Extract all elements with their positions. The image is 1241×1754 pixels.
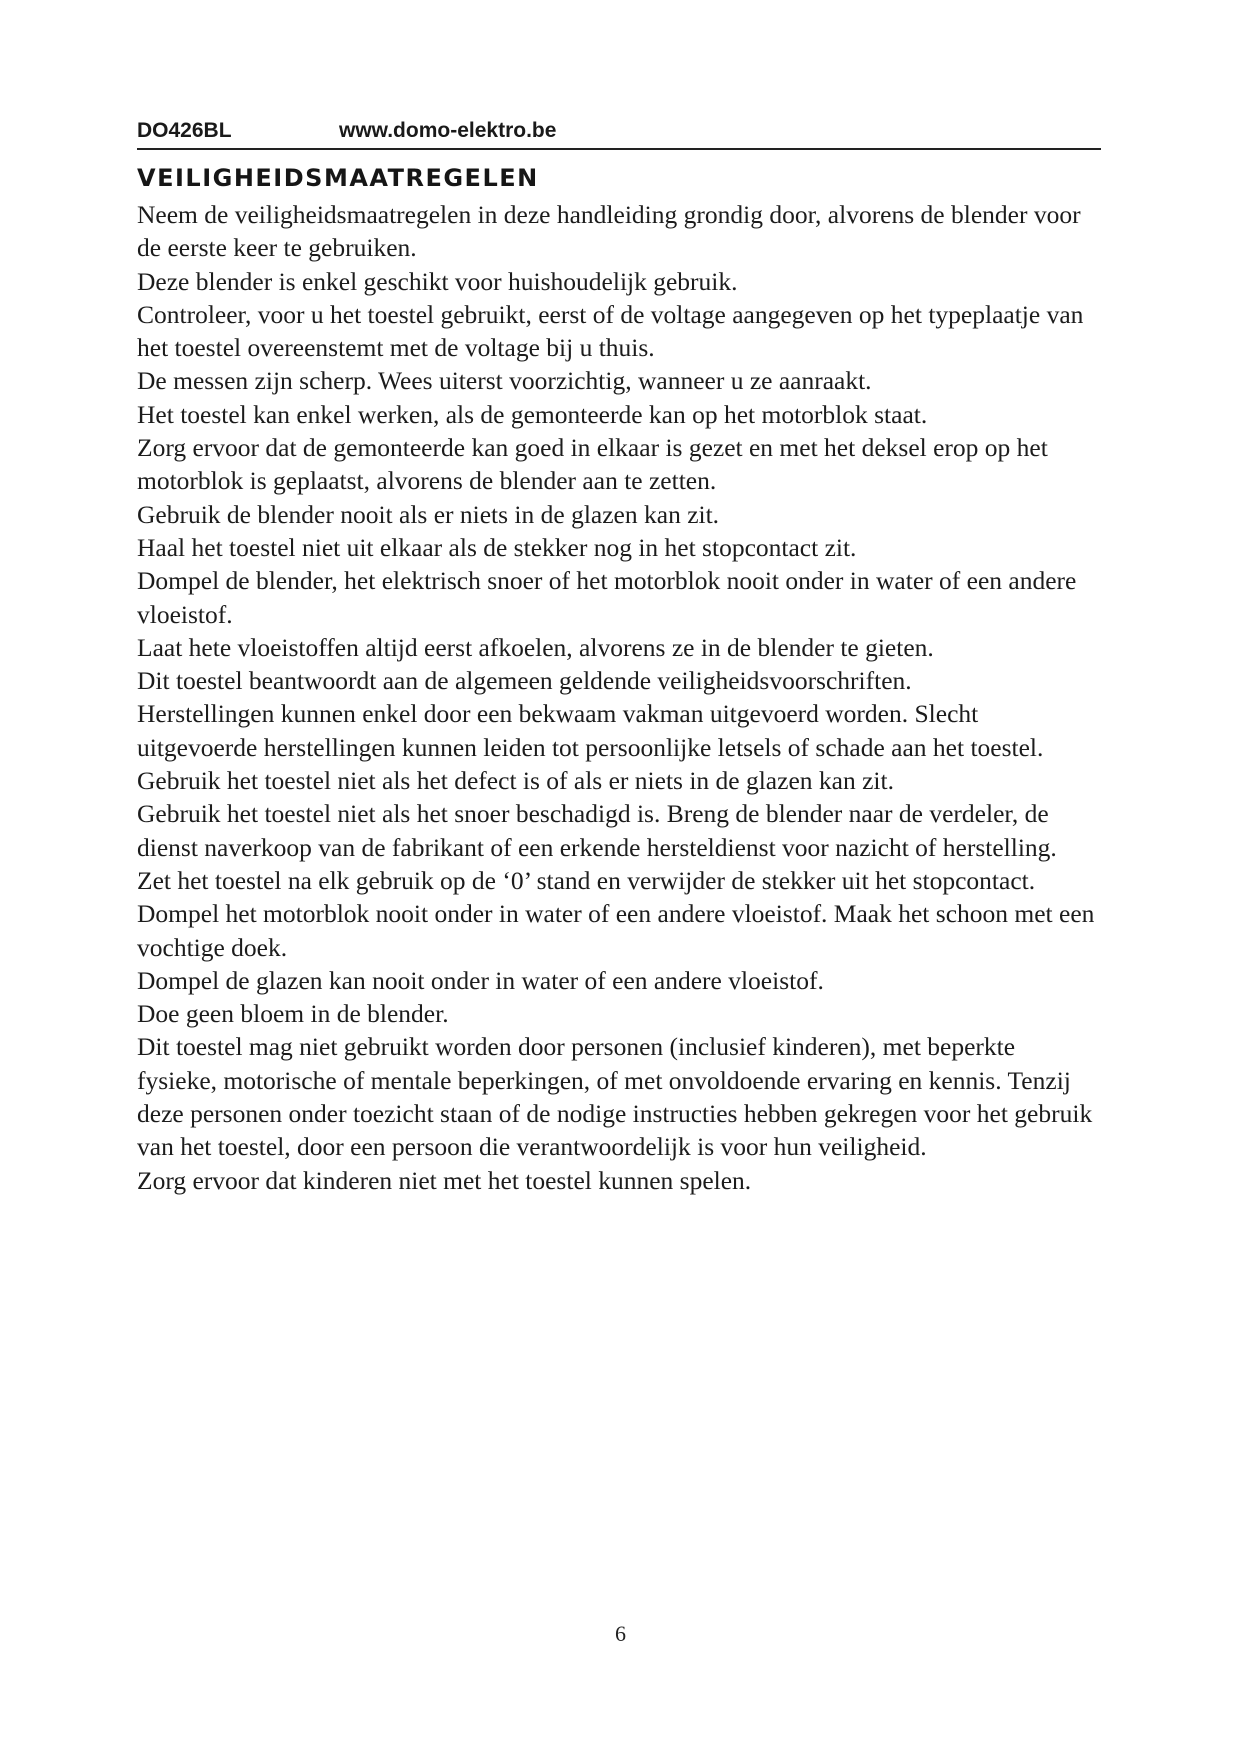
paragraph: Deze blender is enkel geschikt voor huishoudelijk gebruik. bbox=[137, 266, 738, 296]
paragraph: Neem de veiligheidsmaatregelen in deze handleiding grondig door, alvorens de blender voor de eerste keer te gebruiken. bbox=[137, 200, 1081, 263]
model-number: DO426BL bbox=[137, 119, 232, 142]
paragraph: Zorg ervoor dat kinderen niet met het toestel kunnen spelen. bbox=[137, 1165, 752, 1195]
paragraph: Gebruik het toestel niet als het snoer beschadigd is. Breng de blender naar de verdeler, de dienst naverkoop van de fabrikant of een erkende hersteldienst voor nazicht of herstelling. bbox=[137, 799, 1057, 862]
paragraph: Gebruik het toestel niet als het defect is of als er niets in de glazen kan zit. bbox=[137, 766, 894, 796]
paragraph: Dit toestel beantwoordt aan de algemeen geldende veiligheidsvoorschriften. bbox=[137, 666, 912, 696]
paragraph: Zorg ervoor dat de gemonteerde kan goed in elkaar is gezet en met het deksel erop op het motorblok is geplaatst, alvorens de blender aan te zetten. bbox=[137, 433, 1048, 496]
paragraph: Controleer, voor u het toestel gebruikt, eerst of de voltage aangegeven op het typeplaatje van het toestel overeenstemt met de voltage bij u thuis. bbox=[137, 299, 1084, 363]
section-title: VEILIGHEIDSMAATREGELEN bbox=[137, 164, 539, 192]
page-header bbox=[137, 118, 1101, 150]
website-url: www.domo-elektro.be bbox=[339, 119, 557, 142]
paragraph: Laat hete vloeistoffen altijd eerst afkoelen, alvorens ze in de blender te gieten. bbox=[137, 632, 934, 662]
paragraph: Zet het toestel na elk gebruik op de ‘0’ stand en verwijder de stekker uit het stopcontact. bbox=[137, 865, 1036, 895]
paragraph: Het toestel kan enkel werken, als de gemonteerde kan op het motorblok staat. bbox=[137, 399, 928, 429]
paragraph: Haal het toestel niet uit elkaar als de stekker nog in het stopcontact zit. bbox=[137, 532, 857, 562]
paragraph: Dompel de glazen kan nooit onder in water of een andere vloeistof. bbox=[137, 965, 824, 995]
paragraph: Dit toestel mag niet gebruikt worden door personen (inclusief kinderen), met beperkte fysieke, motorische of mentale beperkingen, of met onvoldoende ervaring en kennis. Tenzij deze personen onder toezicht staan of de nodige instructies hebben gekregen voor het gebruik van het toestel, door een persoon die verantwoordelijk is voor hun veiligheid. bbox=[137, 1032, 1093, 1162]
paragraph: Gebruik de blender nooit als er niets in de glazen kan zit. bbox=[137, 499, 720, 529]
paragraph: De messen zijn scherp. Wees uiterst voorzichtig, wanneer u ze aanraakt. bbox=[137, 366, 872, 396]
paragraph: Dompel de blender, het elektrisch snoer of het motorblok nooit onder in water of een andere vloeistof. bbox=[137, 566, 1077, 629]
paragraph: Doe geen bloem in de blender. bbox=[137, 999, 449, 1029]
page-number: 6 bbox=[615, 1621, 626, 1646]
safety-text bbox=[137, 198, 1101, 1197]
paragraph: Dompel het motorblok nooit onder in water of een andere vloeistof. Maak het schoon met een vochtige doek. bbox=[137, 899, 1095, 962]
paragraph: Herstellingen kunnen enkel door een bekwaam vakman uitgevoerd worden. Slecht uitgevoerde herstellingen kunnen leiden tot persoonlijke letsels of schade aan het toestel. bbox=[137, 699, 1044, 762]
